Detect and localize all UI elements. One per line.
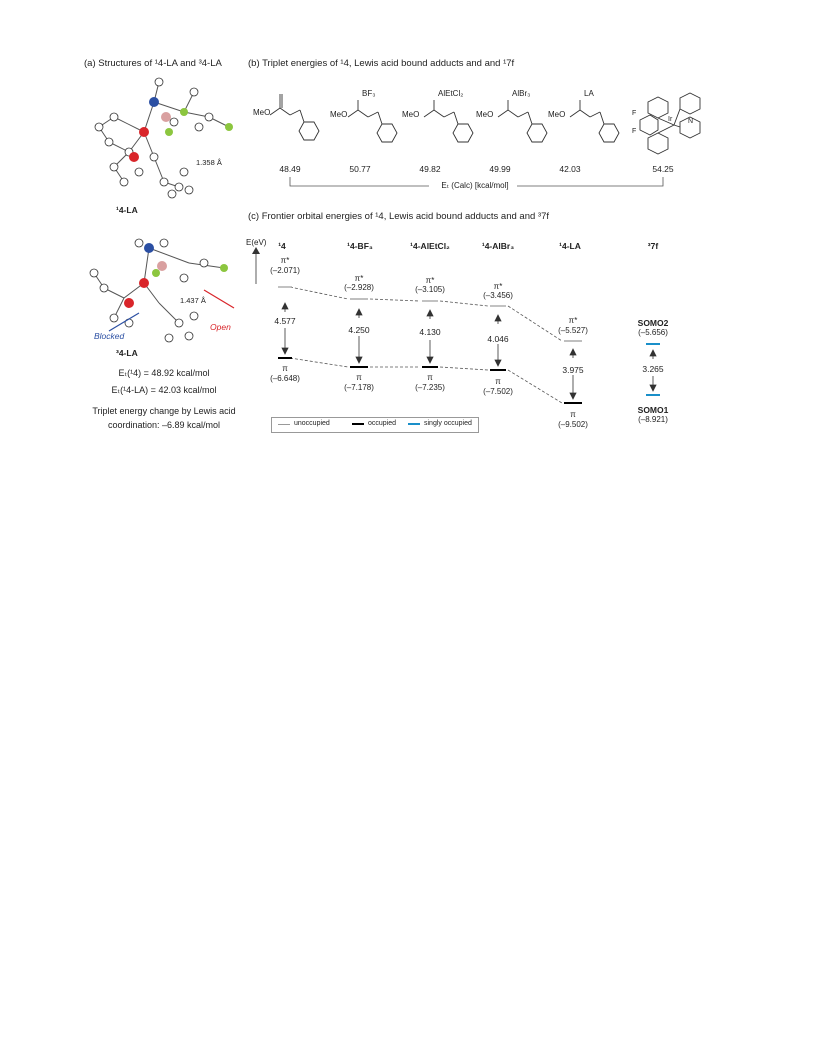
legend-singly-swatch: [408, 423, 420, 425]
lower-symbol-1: π: [282, 364, 288, 373]
lower-energy-2: (–7.178): [344, 383, 374, 392]
upper-energy-5: (–5.527): [558, 326, 588, 335]
meo-label-4: MeO: [476, 110, 494, 119]
gap-value-4: 4.046: [487, 334, 509, 344]
lower-energy-1: (–6.648): [270, 374, 300, 383]
somo1-energy: (–8.921): [638, 415, 668, 424]
upper-energy-2: (–2.928): [344, 283, 374, 292]
upper-symbol-3: π*: [425, 276, 435, 285]
upper-energy-3: (–3.105): [415, 285, 445, 294]
albr3-label: AlBr₃: [512, 89, 531, 98]
column-header-2: ¹4-BF₃: [347, 241, 373, 251]
open-label: Open: [210, 322, 231, 332]
column-header-1: ¹4: [278, 241, 286, 251]
legend-occupied-swatch: [352, 423, 364, 425]
triplet-energy-2: Eₜ(¹4-LA) = 42.03 kcal/mol: [111, 385, 217, 395]
somo1-label: SOMO1: [637, 405, 669, 415]
triplet-value-2: 50.77: [349, 164, 371, 174]
triplet-bond-length: 1.437 Å: [180, 296, 206, 305]
gap-value-1: 4.577: [274, 316, 296, 326]
triplet-value-6: 54.25: [652, 164, 674, 174]
triplet-note-line-2: coordination: –6.89 kcal/mol: [107, 420, 221, 430]
singlet-structure-label: ¹4-LA: [116, 205, 138, 215]
upper-symbol-2: π*: [354, 274, 364, 283]
legend-occupied-label: occupied: [368, 420, 397, 427]
singlet-structure-image: [84, 72, 244, 200]
la-label: LA: [584, 89, 594, 98]
column-header-6: ³7f: [647, 241, 659, 251]
gap-value-6: 3.265: [642, 364, 664, 374]
upper-energy-4: (–3.456): [483, 291, 513, 300]
triplet-axis-label: Eₜ (Calc) [kcal/mol]: [441, 181, 509, 190]
upper-symbol-4: π*: [493, 282, 503, 291]
column-header-4: ¹4-AlBr₃: [481, 241, 515, 251]
column-header-3: ¹4-AlEtCl₂: [410, 241, 450, 251]
panel-b-title: (b) Triplet energies of ¹4, Lewis acid bound adducts and and ¹7f: [248, 58, 515, 69]
meo-label-3: MeO: [402, 110, 420, 119]
upper-energy-1: (–2.071): [270, 266, 300, 275]
gap-value-3: 4.130: [419, 327, 441, 337]
lower-symbol-4: π: [495, 377, 501, 386]
nitrogen-label: N: [688, 118, 694, 125]
somo2-energy: (–5.656): [638, 328, 668, 337]
singlet-bond-length: 1.358 Å: [196, 158, 222, 167]
fluorine-label-1: F: [632, 110, 637, 117]
gap-value-5: 3.975: [562, 365, 584, 375]
triplet-value-4: 49.99: [489, 164, 511, 174]
upper-symbol-5: π*: [568, 316, 578, 325]
legend-singly-label: singly occupied: [424, 420, 472, 427]
lower-symbol-5: π: [570, 410, 576, 419]
triplet-value-5: 42.03: [559, 164, 581, 174]
bf3-label: BF₃: [362, 89, 376, 98]
fluorine-label-2: F: [632, 128, 637, 135]
blocked-label: Blocked: [94, 331, 125, 341]
ir-label: Ir: [668, 116, 673, 123]
orbital-diagram: [260, 250, 680, 420]
lower-energy-5: (–9.502): [558, 420, 588, 429]
triplet-note-line-1: Triplet energy change by Lewis acid: [92, 406, 236, 416]
column-header-5: ¹4-LA: [559, 241, 581, 251]
meo-label-1: MeO: [253, 108, 271, 117]
legend-unoccupied-swatch: [278, 424, 290, 425]
panel-a-title: (a) Structures of ¹4-LA and ³4-LA: [84, 58, 222, 69]
triplet-structure-label: ³4-LA: [116, 348, 138, 358]
cinnamate-structures: [248, 80, 708, 160]
lower-symbol-2: π: [356, 373, 362, 382]
lower-symbol-3: π: [427, 373, 433, 382]
lower-energy-4: (–7.502): [483, 387, 513, 396]
orbital-legend: [271, 417, 479, 433]
meo-label-2: MeO: [330, 110, 348, 119]
energy-axis-label: E(eV): [246, 238, 267, 247]
triplet-energy-1: Eₜ(¹4) = 48.92 kcal/mol: [118, 368, 210, 378]
aletcl2-label: AlEtCl₂: [438, 89, 464, 98]
triplet-value-1: 48.49: [279, 164, 301, 174]
triplet-value-3: 49.82: [419, 164, 441, 174]
gap-value-2: 4.250: [348, 325, 370, 335]
legend-unoccupied-label: unoccupied: [294, 420, 330, 427]
meo-label-5: MeO: [548, 110, 566, 119]
panel-c-title: (c) Frontier orbital energies of ¹4, Lewis acid bound adducts and and ³7f: [248, 211, 549, 222]
upper-symbol-1: π*: [280, 256, 290, 265]
somo2-label: SOMO2: [637, 318, 669, 328]
lower-energy-3: (–7.235): [415, 383, 445, 392]
